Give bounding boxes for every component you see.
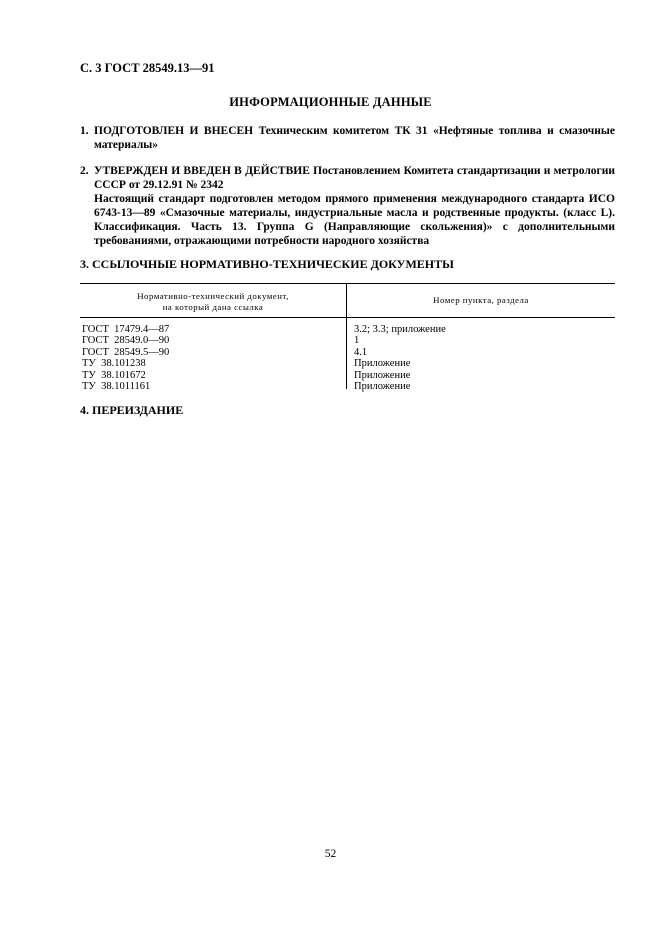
page-number: 52 [324, 848, 337, 860]
page-header: С. 3 ГОСТ 28549.13—91 [80, 61, 215, 75]
table-header-doc-line2: на который дана ссылка [162, 302, 264, 312]
table-row-ref: Приложение [354, 381, 411, 393]
table-row-doc: ГОСТ 28549.5—90 [82, 346, 170, 358]
table-header-rule [80, 317, 615, 318]
section-2-line2: Настоящий стандарт подготовлен методом прямого применения международного стандарта ИСО 6743-13—89 «Смазочные материалы, индустриальные масла и родственные продукты. (класс L). Классификация. Часть 13. Группа G (Направляющие скольжения)» с дополнительными требованиями, отражающими потребности народного хозяйства [94, 193, 615, 247]
references-table [80, 283, 615, 393]
section-1-number: 1. [80, 125, 89, 137]
table-top-rule [80, 283, 615, 284]
table-row-ref: Приложение [354, 358, 411, 370]
table-header-doc-line1: Нормативно-технический документ, [137, 291, 289, 301]
table-header-doc [80, 291, 346, 313]
section-2 [80, 164, 615, 248]
table-row-ref: 4.1 [354, 346, 368, 358]
table-header-ref: Номер пункта, раздела [433, 295, 529, 305]
table-row-ref: 1 [354, 335, 360, 347]
section-4-title: 4. ПЕРЕИЗДАНИЕ [80, 403, 184, 417]
table-column-refs [354, 324, 446, 392]
table-row-doc: ГОСТ 28549.0—90 [82, 335, 170, 347]
table-row-doc: ТУ 38.1011161 [82, 381, 151, 393]
section-3-title: 3. ССЫЛОЧНЫЕ НОРМАТИВНО-ТЕХНИЧЕСКИЕ ДОКУМЕНТЫ [80, 257, 454, 271]
section-1 [80, 124, 615, 152]
document-title: ИНФОРМАЦИОННЫЕ ДАННЫЕ [229, 95, 432, 109]
section-2-number: 2. [80, 165, 89, 177]
section-1-text: ПОДГОТОВЛЕН И ВНЕСЕН Техническим комитетом ТК 31 «Нефтяные топлива и смазочные материалы» [94, 125, 615, 151]
table-column-docs [82, 324, 169, 392]
table-row-ref: Приложение [354, 369, 411, 381]
table-row-doc: ТУ 38.101672 [82, 369, 146, 381]
section-2-line1: УТВЕРЖДЕН И ВВЕДЕН В ДЕЙСТВИЕ Постановлением Комитета стандартизации и метрологии СССР от 29.12.91 № 2342 [94, 165, 615, 191]
table-row-ref: 3.2; 3.3; приложение [354, 324, 446, 335]
table-row-doc: ТУ 38.101238 [82, 358, 146, 370]
table-row-doc: ГОСТ 17479.4—87 [82, 324, 170, 335]
